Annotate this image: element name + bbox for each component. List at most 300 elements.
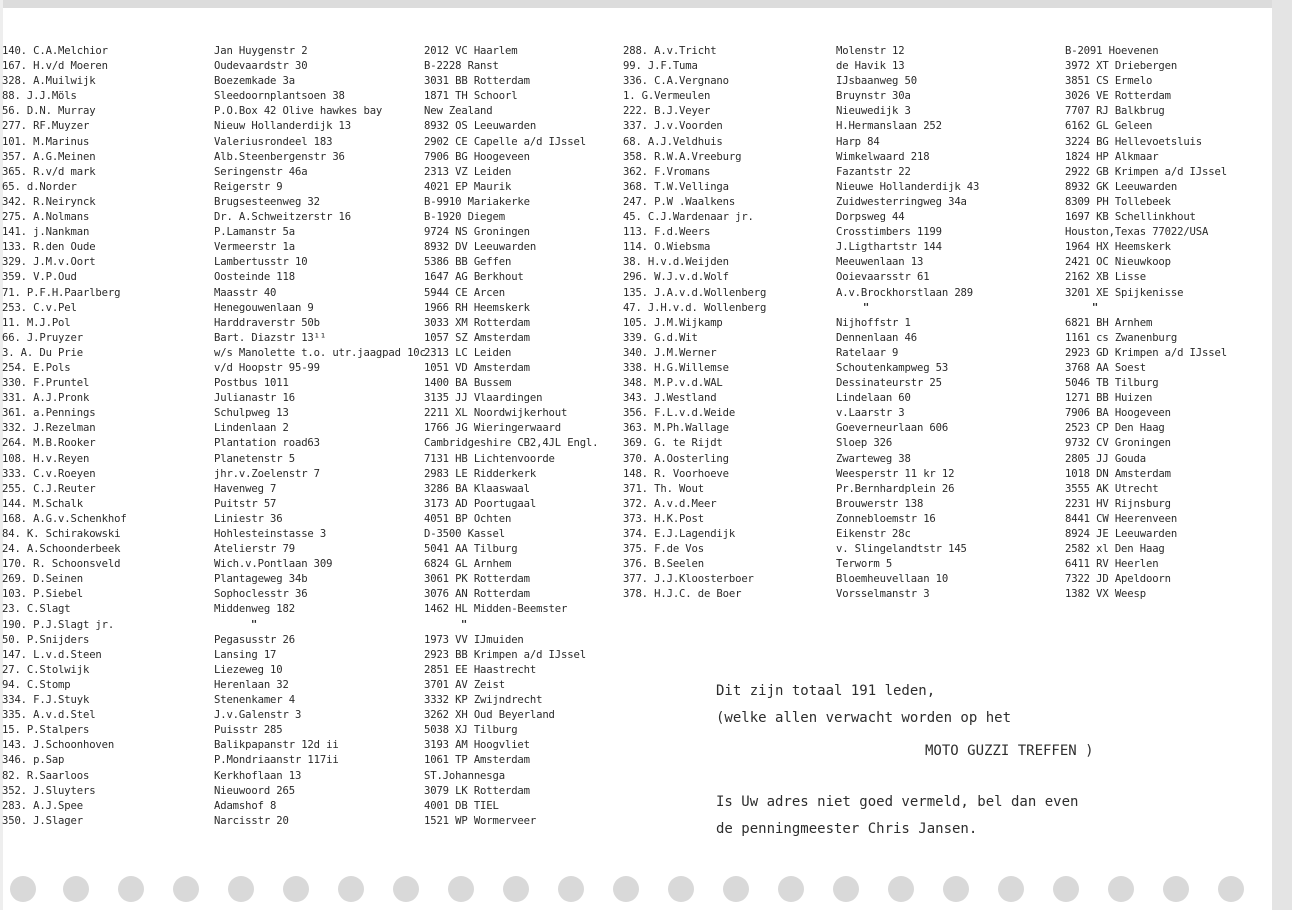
list-item: 7322 JD Apeldoorn — [1065, 573, 1171, 586]
list-item: Dennenlaan 46 — [836, 331, 917, 344]
list-item: 113. F.d.Weers — [623, 226, 711, 239]
punch-hole — [888, 876, 914, 902]
list-item: 3224 BG Hellevoetsluis — [1065, 135, 1203, 148]
list-item: 133. R.den Oude — [2, 241, 96, 254]
list-item: 3. A. Du Prie — [2, 346, 83, 359]
punch-hole — [613, 876, 639, 902]
list-item: Sloep 326 — [836, 437, 893, 450]
list-item: 342. R.Neirynck — [2, 195, 96, 208]
list-item: Maasstr 40 — [214, 286, 277, 299]
list-item: 23. C.Slagt — [2, 603, 71, 616]
list-item: 144. M.Schalk — [2, 497, 83, 510]
notice-address-check: Is Uw adres niet goed vermeld, bel dan even — [716, 794, 1079, 810]
list-item: Oudevaardstr 30 — [214, 60, 308, 73]
list-item: 339. G.d.Wit — [623, 331, 698, 344]
list-item: Eikenstr 28c — [836, 528, 911, 540]
list-item: jhr.v.Zoelenstr 7 — [214, 467, 320, 480]
list-item: 371. Th. Wout — [623, 482, 704, 495]
list-item: Houston,Texas 77022/USA — [1065, 226, 1209, 239]
list-item: 94. C.Stomp — [2, 678, 71, 691]
ditto-mark: " — [1091, 301, 1099, 314]
list-item: Ratelaar 9 — [836, 346, 899, 359]
notice-expected: (welke allen verwacht worden op het — [716, 710, 1012, 726]
list-item: 296. W.J.v.d.Wolf — [623, 271, 729, 284]
list-item: 2805 JJ Gouda — [1065, 452, 1146, 465]
list-item: 2923 BB Krimpen a/d IJssel — [424, 648, 586, 661]
list-item: Pegasusstr 26 — [214, 633, 295, 646]
list-item: 288. A.v.Tricht — [623, 45, 717, 57]
list-item: Hohlesteinstasse 3 — [214, 528, 327, 540]
list-item: Sleedoornplantsoen 38 — [214, 90, 345, 103]
punch-hole — [503, 876, 529, 902]
list-item: 346. p.Sap — [2, 754, 65, 767]
list-item: 8932 OS Leeuwarden — [424, 120, 537, 133]
member-names-column-2 — [623, 44, 823, 602]
list-item: v.Laarstr 3 — [836, 407, 905, 420]
list-item: 365. R.v/d mark — [2, 165, 96, 178]
list-item: 361. a.Pennings — [2, 407, 96, 420]
list-item: 99. J.F.Tuma — [623, 60, 698, 73]
list-item: Nieuwedijk 3 — [836, 105, 911, 118]
list-item: Schulpweg 13 — [214, 407, 289, 420]
list-item: Goeverneurlaan 606 — [836, 422, 949, 435]
list-item: Pr.Bernhardplein 26 — [836, 482, 955, 495]
punch-hole — [228, 876, 254, 902]
list-item: 38. H.v.d.Weijden — [623, 256, 729, 269]
list-item: 7906 BA Hoogeveen — [1065, 407, 1171, 420]
list-item: 335. A.v.d.Stel — [2, 709, 96, 722]
list-item: 247. P.W .Waalkens — [623, 195, 736, 208]
notice-treasurer: de penningmeester Chris Jansen. — [716, 821, 978, 837]
list-item: Plantation road63 — [214, 437, 320, 450]
list-item: 1766 JG Wieringerwaard — [424, 422, 562, 435]
list-item: Wimkelwaard 218 — [836, 150, 930, 163]
list-item: 329. J.M.v.Oort — [2, 256, 96, 269]
list-item: 3061 PK Rotterdam — [424, 573, 530, 586]
punch-hole — [668, 876, 694, 902]
list-item: Vermeerstr 1a — [214, 241, 295, 254]
list-item: 2162 XB Lisse — [1065, 271, 1146, 284]
list-item: 373. H.K.Post — [623, 512, 704, 525]
list-item: 6821 BH Arnhem — [1065, 316, 1153, 329]
list-item: 7131 HB Lichtenvoorde — [424, 452, 555, 465]
punch-hole — [723, 876, 749, 902]
list-item: 1964 HX Heemskerk — [1065, 241, 1171, 254]
list-item: 356. F.L.v.d.Weide — [623, 407, 736, 420]
list-item: 3201 XE Spijkenisse — [1065, 286, 1184, 299]
list-item: 2421 OC Nieuwkoop — [1065, 256, 1171, 269]
list-item: 8932 DV Leeuwarden — [424, 241, 537, 254]
list-item: B-9910 Mariakerke — [424, 195, 530, 208]
list-item: 1697 KB Schellinkhout — [1065, 211, 1196, 224]
punch-hole — [1108, 876, 1134, 902]
list-item: Zonnebloemstr 16 — [836, 512, 936, 525]
list-item: Bart. Diazstr 13¹¹ — [214, 331, 327, 344]
list-item: 47. J.H.v.d. Wollenberg — [623, 301, 767, 314]
list-item: 1400 BA Bussem — [424, 377, 512, 390]
list-item: 3286 BA Klaaswaal — [424, 482, 530, 495]
list-item: H.Hermanslaan 252 — [836, 120, 942, 133]
list-item: Postbus 1011 — [214, 377, 289, 390]
list-item: 2523 CP Den Haag — [1065, 422, 1165, 435]
list-item: 3135 JJ Vlaardingen — [424, 392, 543, 405]
list-item: B-2228 Ranst — [424, 60, 499, 73]
list-item: 362. F.Vromans — [623, 165, 711, 178]
list-item: 369. G. te Rijdt — [623, 437, 723, 450]
list-item: 3332 KP Zwijndrecht — [424, 694, 543, 707]
list-item: 328. A.Muilwijk — [2, 75, 96, 88]
list-item: 357. A.G.Meinen — [2, 150, 96, 163]
list-item: 378. H.J.C. de Boer — [623, 588, 742, 601]
list-item: 2851 EE Haastrecht — [424, 663, 537, 676]
punch-hole — [1218, 876, 1244, 902]
punch-hole — [283, 876, 309, 902]
list-item: 82. R.Saarloos — [2, 769, 90, 782]
list-item: Boezemkade 3a — [214, 75, 295, 88]
list-item: 3031 BB Rotterdam — [424, 75, 530, 88]
list-item: P.O.Box 42 Olive hawkes bay — [214, 105, 383, 118]
list-item: Cambridgeshire CB2,4JL Engl. — [424, 437, 599, 450]
list-item: 1271 BB Huizen — [1065, 392, 1153, 405]
list-item: 275. A.Nolmans — [2, 211, 90, 224]
list-item: Ooievaarsstr 61 — [836, 271, 930, 284]
list-item: 1973 VV IJmuiden — [424, 633, 524, 646]
list-item: Wich.v.Pontlaan 309 — [214, 558, 333, 571]
list-item: 8441 CW Heerenveen — [1065, 512, 1178, 525]
list-item: 254. E.Pols — [2, 361, 71, 374]
list-item: 147. L.v.d.Steen — [2, 648, 102, 661]
list-item: de Havik 13 — [836, 60, 905, 73]
list-item: 5944 CE Arcen — [424, 286, 505, 299]
list-item: 15. P.Stalpers — [2, 724, 90, 737]
list-item: B-1920 Diegem — [424, 211, 505, 224]
list-item: 50. P.Snijders — [2, 633, 90, 646]
list-item: Kerkhoflaan 13 — [214, 769, 302, 782]
list-item: 105. J.M.Wijkamp — [623, 316, 723, 329]
list-item: 253. C.v.Pel — [2, 301, 77, 314]
list-item: 168. A.G.v.Schenkhof — [2, 512, 127, 525]
list-item: 1018 DN Amsterdam — [1065, 467, 1171, 480]
list-item: 3193 AM Hoogvliet — [424, 739, 530, 752]
list-item: 7707 RJ Balkbrug — [1065, 105, 1165, 118]
list-item: ST.Johannesga — [424, 769, 505, 782]
list-item: 331. A.J.Pronk — [2, 392, 90, 405]
list-item: P.Mondriaanstr 117ii — [214, 754, 339, 767]
list-item: 9724 NS Groningen — [424, 226, 530, 239]
list-item: 3033 XM Rotterdam — [424, 316, 530, 329]
punch-hole — [1053, 876, 1079, 902]
list-item: 5041 AA Tilburg — [424, 543, 518, 556]
punch-hole — [558, 876, 584, 902]
list-item: 2012 VC Haarlem — [424, 45, 518, 57]
list-item: Harddraverstr 50b — [214, 316, 320, 329]
list-item: 84. K. Schirakowski — [2, 528, 121, 540]
list-item: Meeuwenlaan 13 — [836, 256, 924, 269]
list-item: Middenweg 182 — [214, 603, 295, 616]
list-item: Adamshof 8 — [214, 799, 277, 812]
list-item: 336. C.A.Vergnano — [623, 75, 729, 88]
ditto-mark: " — [250, 618, 258, 631]
list-item: Nieuw Hollanderdijk 13 — [214, 120, 352, 133]
list-item: 103. P.Siebel — [2, 588, 83, 601]
list-item: 277. RF.Muyzer — [2, 120, 90, 133]
list-item: Crosstimbers 1199 — [836, 226, 942, 239]
notice-event-name: MOTO GUZZI TREFFEN ) — [925, 743, 1094, 759]
list-item: Julianastr 16 — [214, 392, 295, 405]
list-item: 71. P.F.H.Paarlberg — [2, 286, 121, 299]
list-item: 11. M.J.Pol — [2, 316, 71, 329]
list-item: J.Ligthartstr 144 — [836, 241, 942, 254]
punch-hole — [118, 876, 144, 902]
list-item: 363. M.Ph.Wallage — [623, 422, 729, 435]
list-item: D-3500 Kassel — [424, 528, 505, 540]
punch-holes-row — [0, 876, 1272, 906]
list-item: Bloemheuvellaan 10 — [836, 573, 949, 586]
list-item: 1161 cs Zwanenburg — [1065, 331, 1178, 344]
list-item: 1061 TP Amsterdam — [424, 754, 530, 767]
list-item: Brouwerstr 138 — [836, 497, 924, 510]
list-item: 374. E.J.Lagendijk — [623, 528, 736, 540]
list-item: 167. H.v/d Moeren — [2, 60, 108, 73]
list-item: 264. M.B.Rooker — [2, 437, 96, 450]
list-item: v. Slingelandtstr 145 — [836, 543, 967, 556]
list-item: 1057 SZ Amsterdam — [424, 331, 530, 344]
list-item: v/d Hoopstr 95-99 — [214, 361, 320, 374]
list-item: 377. J.J.Kloosterboer — [623, 573, 754, 586]
list-item: 358. R.W.A.Vreeburg — [623, 150, 742, 163]
list-item: 65. d.Norder — [2, 180, 77, 193]
list-item: 2313 LC Leiden — [424, 346, 512, 359]
list-item: Harp 84 — [836, 135, 880, 148]
list-item: Zuidwesterringweg 34a — [836, 195, 967, 208]
list-item: Nieuwoord 265 — [214, 784, 295, 797]
list-item: 330. F.Pruntel — [2, 377, 90, 390]
list-item: Dr. A.Schweitzerstr 16 — [214, 211, 352, 224]
list-item: 2923 GD Krimpen a/d IJssel — [1065, 346, 1227, 359]
punch-hole — [393, 876, 419, 902]
punch-hole — [998, 876, 1024, 902]
list-item: 27. C.Stolwijk — [2, 663, 90, 676]
list-item: Liezeweg 10 — [214, 663, 283, 676]
list-item: 1966 RH Heemskerk — [424, 301, 530, 314]
list-item: Dessinateurstr 25 — [836, 377, 942, 390]
list-item: 2922 GB Krimpen a/d IJssel — [1065, 165, 1227, 178]
list-item: Oosteinde 118 — [214, 271, 295, 284]
list-item: Seringenstr 46a — [214, 165, 308, 178]
list-item: 8924 JE Leeuwarden — [1065, 528, 1178, 540]
list-item: w/s Manolette t.o. utr.jaagpad 10c — [214, 346, 426, 359]
list-item: Molenstr 12 — [836, 45, 905, 57]
list-item: 170. R. Schoonsveld — [2, 558, 121, 571]
list-item: Nieuwe Hollanderdijk 43 — [836, 180, 980, 193]
member-names-column-1 — [2, 44, 192, 829]
punch-hole — [778, 876, 804, 902]
list-item: Herenlaan 32 — [214, 678, 289, 691]
list-item: 332. J.Rezelman — [2, 422, 96, 435]
list-item: Terworm 5 — [836, 558, 893, 571]
list-item: 4021 EP Maurik — [424, 180, 512, 193]
list-item: Nijhoffstr 1 — [836, 316, 911, 329]
list-item: 340. J.M.Werner — [623, 346, 717, 359]
list-item: 376. B.Seelen — [623, 558, 704, 571]
punch-hole — [63, 876, 89, 902]
list-item: Reigerstr 9 — [214, 180, 283, 193]
punch-hole — [10, 876, 36, 902]
list-item: 269. D.Seinen — [2, 573, 83, 586]
punch-hole — [943, 876, 969, 902]
list-item: 7906 BG Hoogeveen — [424, 150, 530, 163]
list-item: 283. A.J.Spee — [2, 799, 83, 812]
list-item: Bruynstr 30a — [836, 90, 911, 103]
list-item: 6162 GL Geleen — [1065, 120, 1153, 133]
list-item: 343. J.Westland — [623, 392, 717, 405]
list-item: 135. J.A.v.d.Wollenberg — [623, 286, 767, 299]
list-item: Puisstr 285 — [214, 724, 283, 737]
list-item: Stenenkamer 4 — [214, 694, 295, 707]
list-item: Plantageweg 34b — [214, 573, 308, 586]
list-item: 375. F.de Vos — [623, 543, 704, 556]
list-item: 352. J.Sluyters — [2, 784, 96, 797]
list-item: Lambertusstr 10 — [214, 256, 308, 269]
list-item: 337. J.v.Voorden — [623, 120, 723, 133]
list-item: Havenweg 7 — [214, 482, 277, 495]
ditto-mark: " — [460, 618, 468, 631]
list-item: Narcisstr 20 — [214, 814, 289, 827]
list-item: 3079 LK Rotterdam — [424, 784, 530, 797]
list-item: 359. V.P.Oud — [2, 271, 77, 284]
list-item: Brugsesteenweg 32 — [214, 195, 320, 208]
list-item: 88. J.J.Möls — [2, 90, 77, 103]
list-item: 333. C.v.Roeyen — [2, 467, 96, 480]
list-item: 148. R. Voorhoeve — [623, 467, 729, 480]
list-item: 1051 VD Amsterdam — [424, 361, 530, 374]
list-item: 140. C.A.Melchior — [2, 45, 108, 57]
list-item: 368. T.W.Vellinga — [623, 180, 729, 193]
scan-right-edge — [1272, 0, 1292, 910]
list-item: Jan Huygenstr 2 — [214, 45, 308, 57]
list-item: 6411 RV Heerlen — [1065, 558, 1159, 571]
list-item: Lansing 17 — [214, 648, 277, 661]
list-item: 5386 BB Geffen — [424, 256, 512, 269]
list-item: 3173 AD Poortugaal — [424, 497, 537, 510]
list-item: Puitstr 57 — [214, 497, 277, 510]
list-item: 143. J.Schoonhoven — [2, 739, 115, 752]
list-item: 3972 XT Driebergen — [1065, 60, 1178, 73]
list-item: 372. A.v.d.Meer — [623, 497, 717, 510]
list-item: Fazantstr 22 — [836, 165, 911, 178]
list-item: 56. D.N. Murray — [2, 105, 96, 118]
list-item: New Zealand — [424, 105, 493, 118]
list-item: Balikpapanstr 12d ii — [214, 739, 339, 752]
list-item: 9732 CV Groningen — [1065, 437, 1171, 450]
list-item: 255. C.J.Reuter — [2, 482, 96, 495]
list-item: 2983 LE Ridderkerk — [424, 467, 537, 480]
list-item: Lindelaan 60 — [836, 392, 911, 405]
list-item: 3262 XH Oud Beyerland — [424, 709, 555, 722]
list-item: Lindenlaan 2 — [214, 422, 289, 435]
list-item: 6824 GL Arnhem — [424, 558, 512, 571]
list-item: 1. G.Vermeulen — [623, 90, 711, 103]
list-item: 1647 AG Berkhout — [424, 271, 524, 284]
list-item: 1871 TH Schoorl — [424, 90, 518, 103]
list-item: 141. j.Nankman — [2, 226, 90, 239]
list-item: 1382 VX Weesp — [1065, 588, 1146, 601]
list-item: 3076 AN Rotterdam — [424, 588, 530, 601]
list-item: 8932 GK Leeuwarden — [1065, 180, 1178, 193]
member-streets-column-1 — [214, 44, 434, 829]
list-item: 348. M.P.v.d.WAL — [623, 377, 723, 390]
list-item: 4001 DB TIEL — [424, 799, 499, 812]
list-item: Weesperstr 11 kr 12 — [836, 467, 955, 480]
list-item: 1824 HP Alkmaar — [1065, 150, 1159, 163]
list-item: 1462 HL Midden-Beemster — [424, 603, 568, 616]
member-cities-column-1 — [424, 44, 614, 829]
list-item: 101. M.Marinus — [2, 135, 90, 148]
list-item: 2582 xl Den Haag — [1065, 543, 1165, 556]
list-item: 1521 WP Wormerveer — [424, 814, 537, 827]
list-item: P.Lamanstr 5a — [214, 226, 295, 239]
list-item: 3701 AV Zeist — [424, 678, 505, 691]
list-item: 2231 HV Rijnsburg — [1065, 497, 1171, 510]
list-item: 8309 PH Tollebeek — [1065, 195, 1171, 208]
list-item: Liniestr 36 — [214, 512, 283, 525]
list-item: 334. F.J.Stuyk — [2, 694, 90, 707]
list-item: 3026 VE Rotterdam — [1065, 90, 1171, 103]
list-item: 222. B.J.Veyer — [623, 105, 711, 118]
list-item: 2902 CE Capelle a/d IJssel — [424, 135, 586, 148]
scan-top-edge — [0, 0, 1292, 8]
punch-hole — [448, 876, 474, 902]
member-streets-column-2 — [836, 44, 1056, 602]
list-item: 45. C.J.Wardenaar jr. — [623, 211, 754, 224]
list-item: Vorsselmanstr 3 — [836, 588, 930, 601]
list-item: 3851 CS Ermelo — [1065, 75, 1153, 88]
punch-hole — [1163, 876, 1189, 902]
list-item: B-2091 Hoevenen — [1065, 45, 1159, 57]
list-item: Zwarteweg 38 — [836, 452, 911, 465]
list-item: 190. P.J.Slagt jr. — [2, 618, 115, 631]
list-item: Schoutenkampweg 53 — [836, 361, 949, 374]
list-item: Henegouwenlaan 9 — [214, 301, 314, 314]
list-item: 24. A.Schoonderbeek — [2, 543, 121, 556]
member-cities-column-2 — [1065, 44, 1275, 602]
list-item: 338. H.G.Willemse — [623, 361, 729, 374]
list-item: Sophoclesstr 36 — [214, 588, 308, 601]
list-item: 2313 VZ Leiden — [424, 165, 512, 178]
list-item: 370. A.Oosterling — [623, 452, 729, 465]
notice-total-members: Dit zijn totaal 191 leden, — [716, 683, 936, 699]
list-item: IJsbaanweg 50 — [836, 75, 917, 88]
list-item: Planetenstr 5 — [214, 452, 295, 465]
list-item: 3768 AA Soest — [1065, 361, 1146, 374]
list-item: 114. O.Wiebsma — [623, 241, 711, 254]
punch-hole — [833, 876, 859, 902]
punch-hole — [338, 876, 364, 902]
list-item: 4051 BP Ochten — [424, 512, 512, 525]
list-item: 2211 XL Noordwijkerhout — [424, 407, 568, 420]
list-item: 5038 XJ Tilburg — [424, 724, 518, 737]
list-item: 68. A.J.Veldhuis — [623, 135, 723, 148]
list-item: Dorpsweg 44 — [836, 211, 905, 224]
list-item: Atelierstr 79 — [214, 543, 295, 556]
list-item: Alb.Steenbergenstr 36 — [214, 150, 345, 163]
list-item: 108. H.v.Reyen — [2, 452, 90, 465]
ditto-mark: " — [862, 301, 870, 314]
list-item: A.v.Brockhorstlaan 289 — [836, 286, 974, 299]
list-item: 350. J.Slager — [2, 814, 83, 827]
list-item: 66. J.Pruyzer — [2, 331, 83, 344]
list-item: 5046 TB Tilburg — [1065, 377, 1159, 390]
